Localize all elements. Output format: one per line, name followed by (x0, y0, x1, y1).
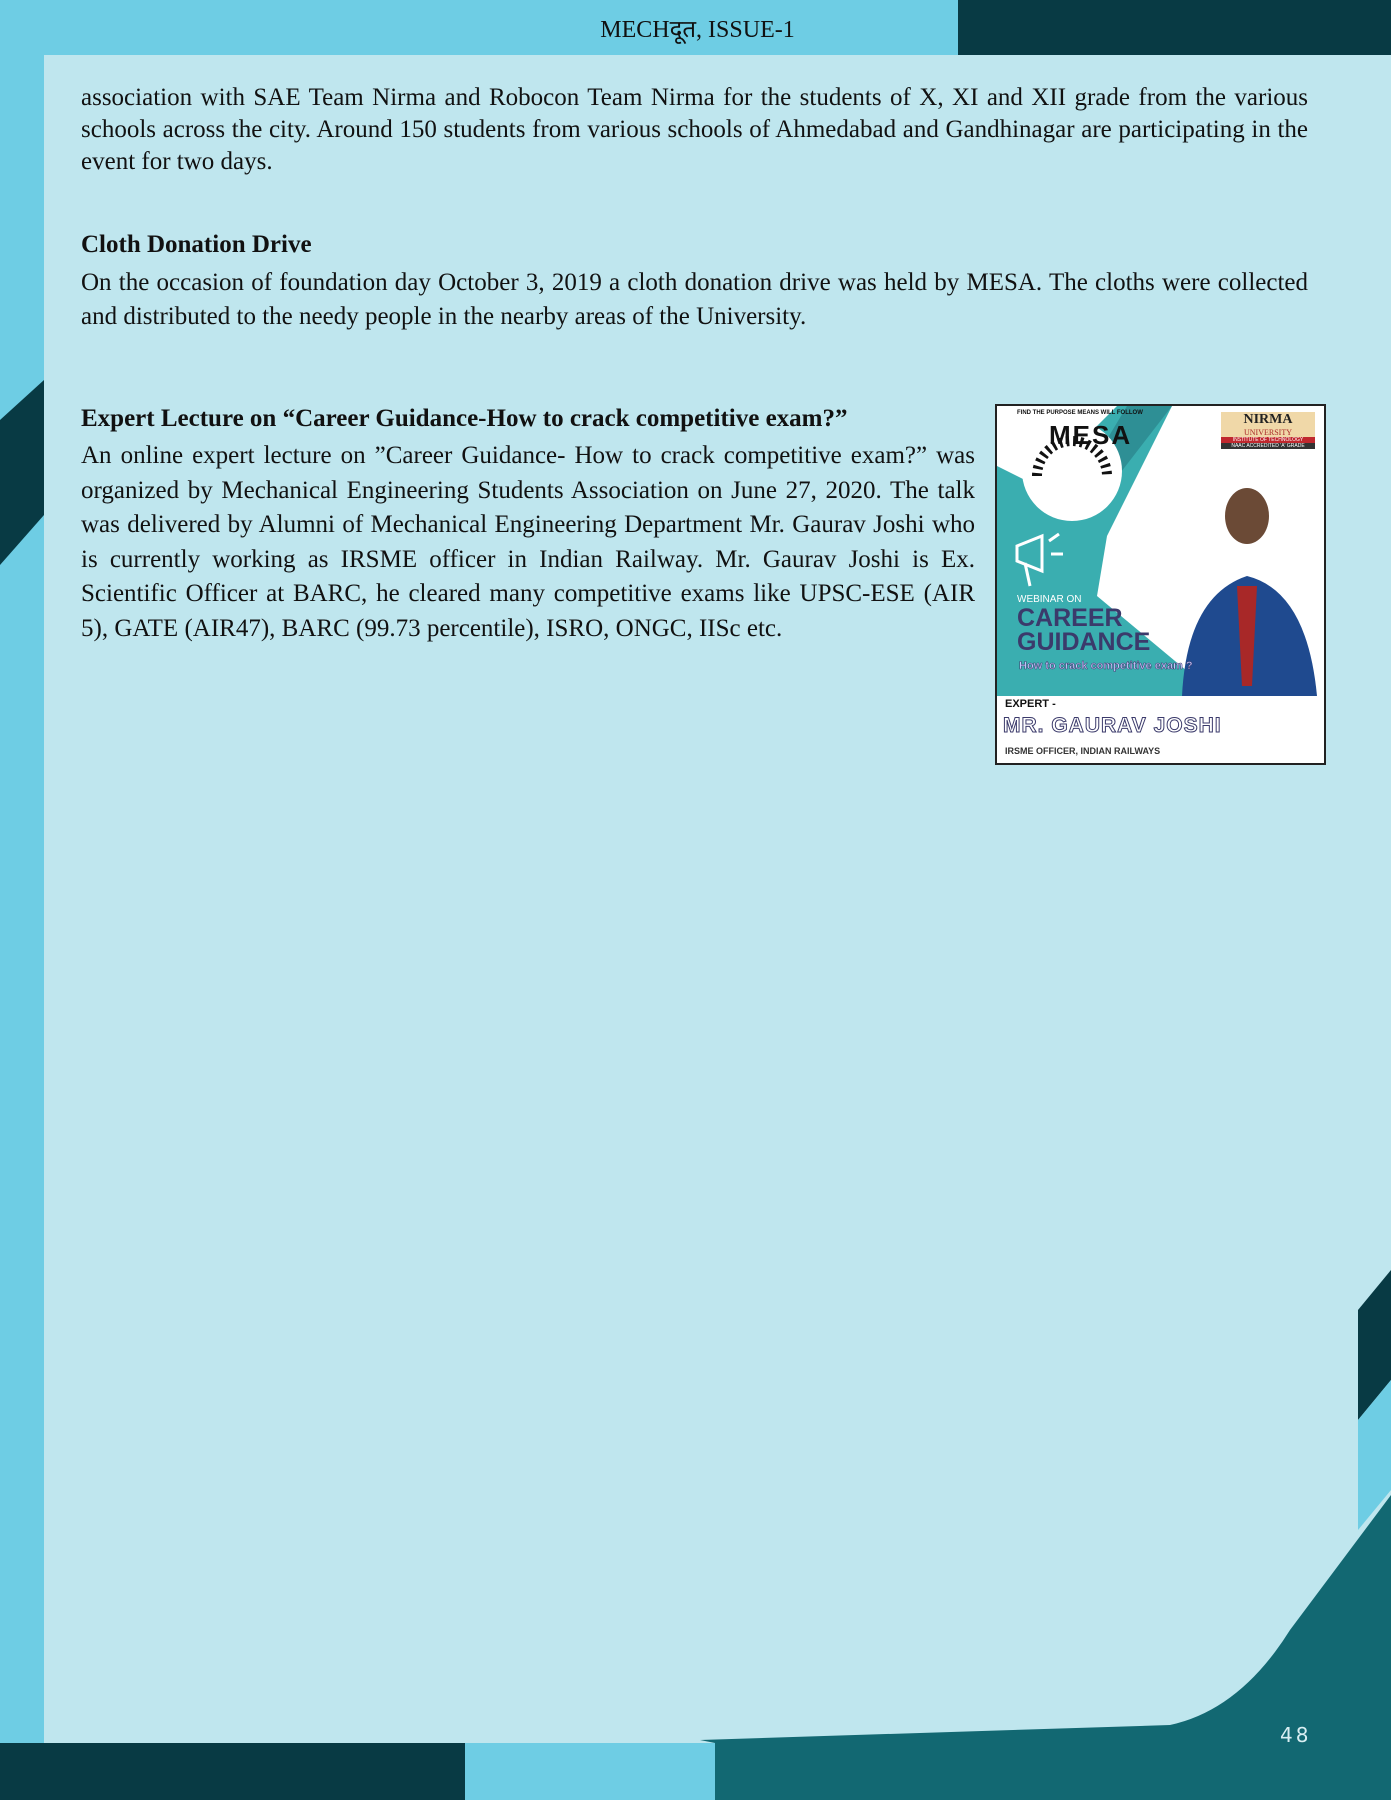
webinar-poster-image (995, 404, 1326, 765)
section-body-cloth-donation: On the occasion of foundation day October 3, 2019 a cloth donation drive was held by MESA. The cloths were collected and distributed to the needy people in the nearby areas of the University. (81, 269, 1308, 330)
poster-expert-name: MR. GAURAV JOSHI (1003, 714, 1222, 737)
poster-subtitle: How to crack competitive exam ? (1019, 660, 1193, 672)
poster-webinar-on: WEBINAR ON (1017, 594, 1082, 605)
nirma-logo: NIRMA UNIVERSITY INSTITUTE OF TECHNOLOGY NAAC ACCREDITED 'A' GRADE (1221, 412, 1315, 449)
section-heading-cloth-donation: Cloth Donation Drive (81, 231, 312, 258)
poster-expert-role: IRSME OFFICER, INDIAN RAILWAYS (1005, 746, 1161, 756)
mesa-logo-tagline: FIND THE PURPOSE MEANS WILL FOLLOW (1017, 410, 1143, 416)
intro-paragraph: association with SAE Team Nirma and Robocon Team Nirma for the students of X, XI and XII grade from the various schools across the city. Around 150 students from various schools of Ahmedabad and Gandhinagar are participating in the event for two days. (81, 84, 1308, 175)
poster-expert-label: EXPERT - (1005, 698, 1056, 710)
section-heading-expert-lecture: Expert Lecture on “Career Guidance-How to crack competitive exam?” (81, 405, 848, 432)
mesa-logo: MESA (1049, 420, 1133, 450)
page-number: 48 (1280, 1723, 1312, 1747)
section-body-expert-lecture: An online expert lecture on ”Career Guidance- How to crack competitive exam?” was organized by Mechanical Engineering Students Association on June 27, 2020. The talk was delivered by Alumni of Mechanical Engineering Department Mr. Gaurav Joshi who is currently working as IRSME officer in Indian Railway. Mr. Gaurav Joshi is Ex. Scientific Officer at BARC, he cleared many competitive exams like UPSC-ESE (AIR 5), GATE (AIR47), BARC (99.73 percentile), ISRO, ONGC, IISc etc. (81, 442, 975, 642)
header-title: MECHदूत, ISSUE-1 (600, 17, 795, 43)
poster-title: CAREER GUIDANCE (1017, 604, 1151, 656)
